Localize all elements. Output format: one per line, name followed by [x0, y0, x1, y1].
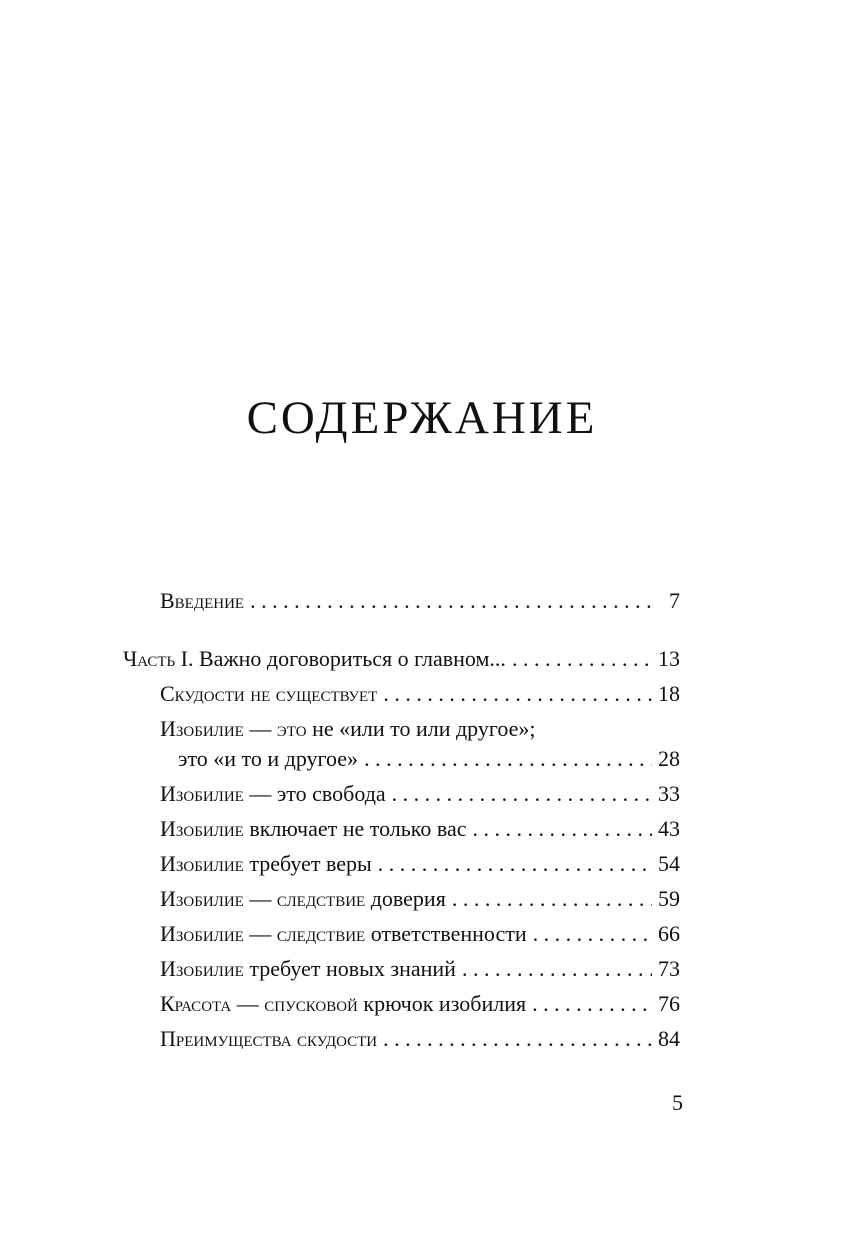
dot-leader: [532, 993, 652, 1015]
toc-entry-label-caps: Изобилие: [160, 851, 244, 876]
toc-entry-item[interactable]: [160, 888, 680, 910]
toc-entry-label: [123, 648, 506, 670]
dot-leader: [533, 923, 652, 945]
toc-entry-label: Введение: [160, 588, 245, 613]
toc-entry-label-caps: Изобилие —: [160, 781, 272, 806]
toc-entry-label: [160, 783, 386, 805]
toc-entry-label-caps: Изобилие — следствие: [160, 886, 366, 911]
toc-entry-label-rest: ответственности: [365, 921, 527, 946]
toc-entry-label-caps: Изобилие — следствие: [160, 921, 366, 946]
toc-entry-label: [160, 958, 456, 980]
toc-entry-label: [160, 923, 527, 945]
toc-entry-label: [160, 1028, 377, 1050]
dot-leader: [250, 590, 652, 612]
toc-entry-label-rest: требует новых знаний: [243, 956, 456, 981]
dot-leader: [462, 958, 652, 980]
toc-entry-label-rest: это «и то и другое»: [178, 746, 359, 771]
toc-entry-page: 59: [658, 886, 680, 911]
toc-entry-item-line1[interactable]: [160, 718, 536, 740]
toc-entry-label-caps: Изобилие: [160, 816, 244, 841]
toc-entry-page: 13: [658, 646, 680, 671]
toc-entry-item[interactable]: [160, 923, 680, 945]
toc-entry-part1[interactable]: [123, 648, 680, 670]
dot-leader: [392, 783, 652, 805]
toc-entry-label-rest: требует веры: [243, 851, 372, 876]
toc-entry-item[interactable]: [160, 853, 680, 875]
toc-entry-label-rest: не «или то или другое»;: [306, 716, 536, 741]
toc-entry-label: [178, 748, 358, 770]
toc-entry-label: [160, 888, 446, 910]
toc-entry-label-rest: включает не только вас: [243, 816, 467, 841]
toc-entry-label: [160, 683, 377, 705]
toc-entry-page: 28: [658, 746, 680, 771]
toc-entry-item[interactable]: [160, 683, 680, 705]
page-title: СОДЕРЖАНИЕ: [246, 392, 598, 444]
toc-entry-label-rest: I. Важно договориться о главном...: [175, 646, 506, 671]
toc-entry-item[interactable]: [160, 958, 680, 980]
toc-entry-label-caps: Преимущества скудости: [160, 1026, 378, 1051]
toc-entry-label-rest: это свобода: [271, 781, 386, 806]
toc-entry-item[interactable]: [160, 783, 680, 805]
toc-entry-label-rest: крючок изобилия: [357, 991, 527, 1016]
toc-entry-page: 18: [658, 681, 680, 706]
toc-entry-item[interactable]: [160, 1028, 680, 1050]
toc-entry-label-rest: доверия: [365, 886, 446, 911]
toc-entry-intro[interactable]: [160, 590, 680, 612]
toc-entry-label-caps: Скудости не существует: [160, 681, 378, 706]
toc-entry-label-caps: Красота — спусковой: [160, 991, 358, 1016]
toc-entry-item[interactable]: [160, 818, 680, 840]
toc-entry-page: 73: [658, 956, 680, 981]
dot-leader: [364, 748, 652, 770]
toc-entry-page: 66: [658, 921, 680, 946]
toc-entry-label: [160, 993, 526, 1015]
toc-entry-label: [160, 853, 372, 875]
dot-leader: [473, 818, 652, 840]
dot-leader: [383, 1028, 652, 1050]
toc-entry-page: 54: [658, 851, 680, 876]
toc-entry-label-caps: Часть: [123, 646, 176, 671]
toc-entry-page: 43: [658, 816, 680, 841]
toc-entry-page: 84: [658, 1026, 680, 1051]
dot-leader: [378, 853, 652, 875]
toc-entry-label-caps: Изобилие: [160, 956, 244, 981]
toc-entry-page: 76: [658, 991, 680, 1016]
dot-leader: [512, 648, 652, 670]
toc-entry-page: 33: [658, 781, 680, 806]
page-number: 5: [672, 1090, 683, 1115]
dot-leader: [452, 888, 652, 910]
toc-entry-item-line2[interactable]: [178, 748, 680, 770]
toc-entry-item[interactable]: [160, 993, 680, 1015]
toc-entry-label-caps: Изобилие — это: [160, 716, 307, 741]
dot-leader: [383, 683, 652, 705]
toc-entry-page: 7: [669, 588, 680, 613]
toc-entry-label: [160, 818, 467, 840]
